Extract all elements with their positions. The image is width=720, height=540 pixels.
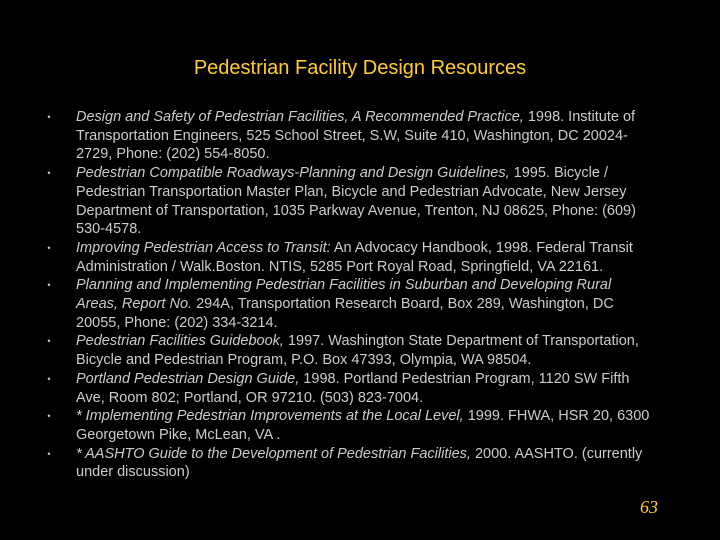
resource-text	[76, 407, 651, 444]
resource-details: An Advocacy Handbook, 1998. Federal Transit Administration / Walk.Boston. NTIS, 5285 Port Royal Road, Springfield, VA 22161.	[76, 239, 633, 275]
bullet-icon: •	[47, 242, 51, 253]
list-item	[0, 370, 720, 407]
bullet-icon: •	[47, 373, 51, 384]
bullet-icon: •	[47, 280, 51, 291]
list-item	[0, 164, 720, 239]
page-number: 63	[640, 497, 658, 517]
resource-list	[0, 108, 720, 482]
list-item	[0, 239, 720, 276]
list-item	[0, 332, 720, 369]
bullet-icon: •	[47, 411, 51, 422]
resource-text	[76, 370, 651, 407]
list-item	[0, 407, 720, 444]
resource-details: 1995. Bicycle / Pedestrian Transportation Master Plan, Bicycle and Pedestrian Advocate, New Jersey Department of Transportation, 1035 Parkway Avenue, Trenton, NJ 08625, Phone: (609) 530-4578.	[76, 165, 636, 238]
resource-details: 294A, Transportation Research Board, Box 289, Washington, DC 20055, Phone: (202) 334-3214.	[76, 296, 614, 331]
resource-details: 1998. Institute of Transportation Engineers, 525 School Street, S.W, Suite 410, Washington, DC 20024-2729, Phone: (202) 554-8050.	[76, 109, 636, 163]
resource-title: Portland Pedestrian Design Guide,	[76, 370, 300, 387]
resource-title: Improving Pedestrian Access to Transit:	[76, 239, 331, 256]
list-item	[0, 108, 720, 164]
bullet-icon: •	[47, 336, 51, 347]
resource-text	[76, 108, 651, 164]
resource-details: 2000. AASHTO. (currently under discussion)	[76, 445, 643, 481]
resource-text	[76, 164, 651, 239]
resource-title: Pedestrian Compatible Roadways-Planning and Design Guidelines,	[76, 165, 510, 182]
bullet-icon: •	[47, 168, 51, 179]
resource-text	[76, 239, 651, 276]
resource-title: Planning and Implementing Pedestrian Facilities in Suburban and Developing Rural Areas, Report No.	[76, 277, 612, 313]
resource-text	[76, 276, 651, 332]
resource-details: 1997. Washington State Department of Transportation, Bicycle and Pedestrian Program, P.O. Box 47393, Olympia, WA 98504.	[76, 333, 639, 369]
bullet-icon: •	[47, 448, 51, 459]
resource-title: Design and Safety of Pedestrian Facilities, A Recommended Practice,	[76, 109, 524, 125]
resource-text	[76, 445, 651, 482]
slide-title: Pedestrian Facility Design Resources	[193, 57, 527, 79]
resource-title: Pedestrian Facilities Guidebook,	[76, 333, 284, 350]
resource-title: * Implementing Pedestrian Improvements at the Local Level,	[76, 408, 464, 425]
resource-details: 1999. FHWA, HSR 20, 6300 Georgetown Pike, McLean, VA .	[76, 408, 650, 443]
resource-details: 1998. Portland Pedestrian Program, 1120 SW Fifth Ave, Room 802; Portland, OR 97210. (503) 823-7004.	[76, 370, 630, 406]
list-item	[0, 445, 720, 482]
resource-title: * AASHTO Guide to the Development of Pedestrian Facilities,	[76, 445, 471, 462]
resource-text	[76, 332, 651, 369]
list-item	[0, 276, 720, 332]
bullet-icon: •	[47, 112, 51, 122]
